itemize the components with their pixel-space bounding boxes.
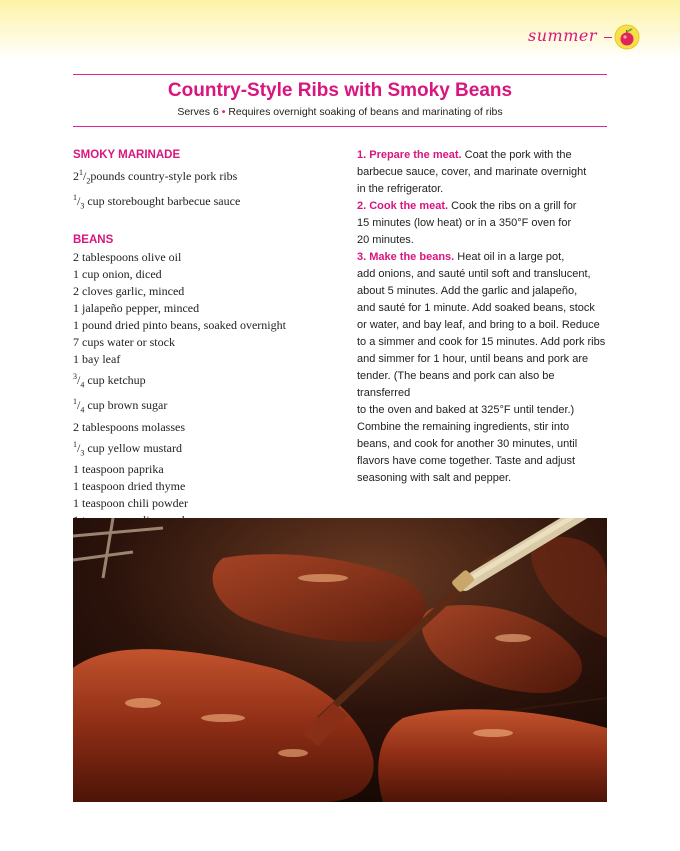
instruction-line: in the refrigerator. (357, 183, 444, 195)
ingredient-item: 2 tablespoons molasses (73, 419, 185, 434)
instruction-line: Combine the remaining ingredients, stir into (357, 421, 570, 433)
instruction-line: or water, and bay leaf, and bring to a boil. Reduce (357, 319, 600, 331)
instruction-line: and sauté for 1 minute. Add soaked beans, stock (357, 302, 595, 314)
instruction-line: 15 minutes (low heat) or in a 350°F oven for (357, 217, 572, 229)
ingredient-item: $2^1/_2pounds$ country-style pork ribs (73, 168, 238, 186)
beans-list (73, 249, 338, 546)
ingredient-item: 7 cups water or stock (73, 334, 175, 349)
step-lead: 2. Cook the meat. (357, 200, 449, 212)
bullet-icon: • (221, 106, 226, 118)
instruction-line: and simmer for 1 hour, until beans and pork are (357, 353, 589, 365)
step-lead: 1. Prepare the meat. (357, 149, 462, 161)
ingredients-column (73, 147, 338, 546)
instruction-line: tender. (The beans and pork can also be transferred (357, 370, 555, 399)
ingredient-item: $^1/_4$ cup brown sugar (73, 397, 168, 415)
instruction-line: 3. Make the beans. Heat oil in a large pot, (357, 251, 565, 263)
instruction-line: beans, and cook for another 30 minutes, until (357, 438, 578, 450)
instruction-line: about 5 minutes. Add the garlic and jalapeño, (357, 285, 578, 297)
ingredient-item: 1 teaspoon chili powder (73, 495, 188, 510)
fruit-logo-icon (614, 24, 640, 50)
ingredient-item: 2 cloves garlic, minced (73, 283, 185, 298)
instruction-line: flavors have come together. Taste and adjust (357, 455, 576, 467)
instruction-line: 2. Cook the meat. Cook the ribs on a grill for (357, 200, 577, 212)
prep-note: Requires overnight soaking of beans and marinating of ribs (228, 106, 503, 118)
ingredient-item: 1 teaspoon dried thyme (73, 478, 186, 493)
instruction-line: to the oven and baked at 325°F until tender.) (357, 404, 575, 416)
title-top-rule (73, 74, 607, 75)
instruction-line: to a simmer and cook for 15 minutes. Add pork ribs (357, 336, 606, 348)
ingredient-item: $^1/_3$ cup storebought barbecue sauce (73, 193, 241, 211)
title-bottom-rule (73, 126, 607, 127)
ingredient-item: 1 pound dried pinto beans, soaked overnight (73, 317, 286, 332)
serves-text: Serves 6 (177, 106, 219, 118)
ingredient-item: $^3/_4$ cup ketchup (73, 371, 146, 390)
beans-heading: BEANS (73, 233, 114, 246)
instructions-column (357, 147, 607, 487)
instruction-line: add onions, and sauté until soft and translucent, (357, 268, 591, 280)
ribs-photo (73, 518, 607, 802)
ingredient-item: 1 teaspoon paprika (73, 461, 164, 476)
section-label: summer (528, 26, 597, 45)
instruction-line: 1. Prepare the meat. Coat the pork with the (357, 149, 572, 161)
instruction-line: 20 minutes. (357, 234, 414, 246)
step-lead: 3. Make the beans. (357, 251, 455, 263)
section-label-rule (604, 37, 612, 38)
ingredient-item: 1 cup onion, diced (73, 266, 162, 281)
instruction-line: seasoning with salt and pepper. (357, 472, 512, 484)
marinade-list (73, 164, 338, 215)
ingredient-item: $^1/_3$ cup yellow mustard (73, 439, 182, 457)
ingredient-item: 1 bay leaf (73, 351, 121, 366)
recipe-title: Country-Style Ribs with Smoky Beans (167, 80, 513, 101)
ingredient-item: 1 jalapeño pepper, minced (73, 300, 200, 315)
instruction-line: barbecue sauce, cover, and marinate overnight (357, 166, 587, 178)
ingredient-item: 2 tablespoons olive oil (73, 249, 182, 264)
recipe-subtitle (73, 106, 607, 118)
marinade-heading: SMOKY MARINADE (73, 149, 181, 161)
